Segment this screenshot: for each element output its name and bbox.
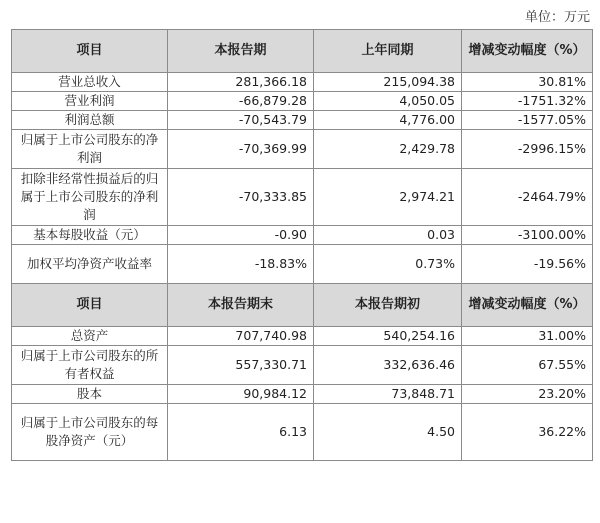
- current-value: -70,333.85: [168, 169, 314, 226]
- financial-summary-table: [11, 29, 593, 461]
- header-change-pct: 增减变动幅度（%）: [462, 30, 593, 73]
- row-label: 加权平均净资产收益率: [12, 245, 168, 284]
- table-header-row: [12, 30, 593, 73]
- header-item: 项目: [12, 284, 168, 327]
- table-row: [12, 346, 593, 385]
- change-value: 36.22%: [462, 404, 593, 461]
- change-value: -19.56%: [462, 245, 593, 284]
- change-value: -3100.00%: [462, 226, 593, 245]
- change-value: -1577.05%: [462, 111, 593, 130]
- current-value: -0.90: [168, 226, 314, 245]
- table-row: [12, 111, 593, 130]
- prior-value: 2,429.78: [314, 130, 462, 169]
- prior-value: 215,094.38: [314, 73, 462, 92]
- table-header-row: [12, 284, 593, 327]
- current-value: 707,740.98: [168, 327, 314, 346]
- prior-value: 2,974.21: [314, 169, 462, 226]
- table-row: [12, 404, 593, 461]
- unit-label: 单位：万元: [524, 10, 590, 25]
- current-value: -70,543.79: [168, 111, 314, 130]
- current-value: -66,879.28: [168, 92, 314, 111]
- row-label: 利润总额: [12, 111, 168, 130]
- change-value: -2996.15%: [462, 130, 593, 169]
- row-label: 扣除非经常性损益后的归属于上市公司股东的净利润: [12, 169, 168, 226]
- change-value: 67.55%: [462, 346, 593, 385]
- change-value: -2464.79%: [462, 169, 593, 226]
- table-row: [12, 169, 593, 226]
- change-value: 23.20%: [462, 385, 593, 404]
- current-value: 281,366.18: [168, 73, 314, 92]
- prior-value: 4.50: [314, 404, 462, 461]
- header-change-pct: 增减变动幅度（%）: [462, 284, 593, 327]
- current-value: 90,984.12: [168, 385, 314, 404]
- header-current-period: 本报告期: [168, 30, 314, 73]
- table-row: [12, 327, 593, 346]
- table-row: [12, 245, 593, 284]
- current-value: -18.83%: [168, 245, 314, 284]
- prior-value: 0.03: [314, 226, 462, 245]
- table-row: [12, 385, 593, 404]
- row-label: 基本每股收益（元）: [12, 226, 168, 245]
- header-prior-period: 上年同期: [314, 30, 462, 73]
- current-value: 557,330.71: [168, 346, 314, 385]
- current-value: 6.13: [168, 404, 314, 461]
- prior-value: 4,776.00: [314, 111, 462, 130]
- row-label: 股本: [12, 385, 168, 404]
- prior-value: 73,848.71: [314, 385, 462, 404]
- row-label: 营业利润: [12, 92, 168, 111]
- row-label: 归属于上市公司股东的净利润: [12, 130, 168, 169]
- header-period-start: 本报告期初: [314, 284, 462, 327]
- prior-value: 332,636.46: [314, 346, 462, 385]
- row-label: 归属于上市公司股东的每股净资产（元）: [12, 404, 168, 461]
- row-label: 归属于上市公司股东的所有者权益: [12, 346, 168, 385]
- table-row: [12, 130, 593, 169]
- header-period-end: 本报告期末: [168, 284, 314, 327]
- prior-value: 4,050.05: [314, 92, 462, 111]
- row-label: 总资产: [12, 327, 168, 346]
- table-row: [12, 226, 593, 245]
- prior-value: 0.73%: [314, 245, 462, 284]
- table-row: [12, 73, 593, 92]
- change-value: 30.81%: [462, 73, 593, 92]
- row-label: 营业总收入: [12, 73, 168, 92]
- current-value: -70,369.99: [168, 130, 314, 169]
- prior-value: 540,254.16: [314, 327, 462, 346]
- table-row: [12, 92, 593, 111]
- change-value: -1751.32%: [462, 92, 593, 111]
- change-value: 31.00%: [462, 327, 593, 346]
- header-item: 项目: [12, 30, 168, 73]
